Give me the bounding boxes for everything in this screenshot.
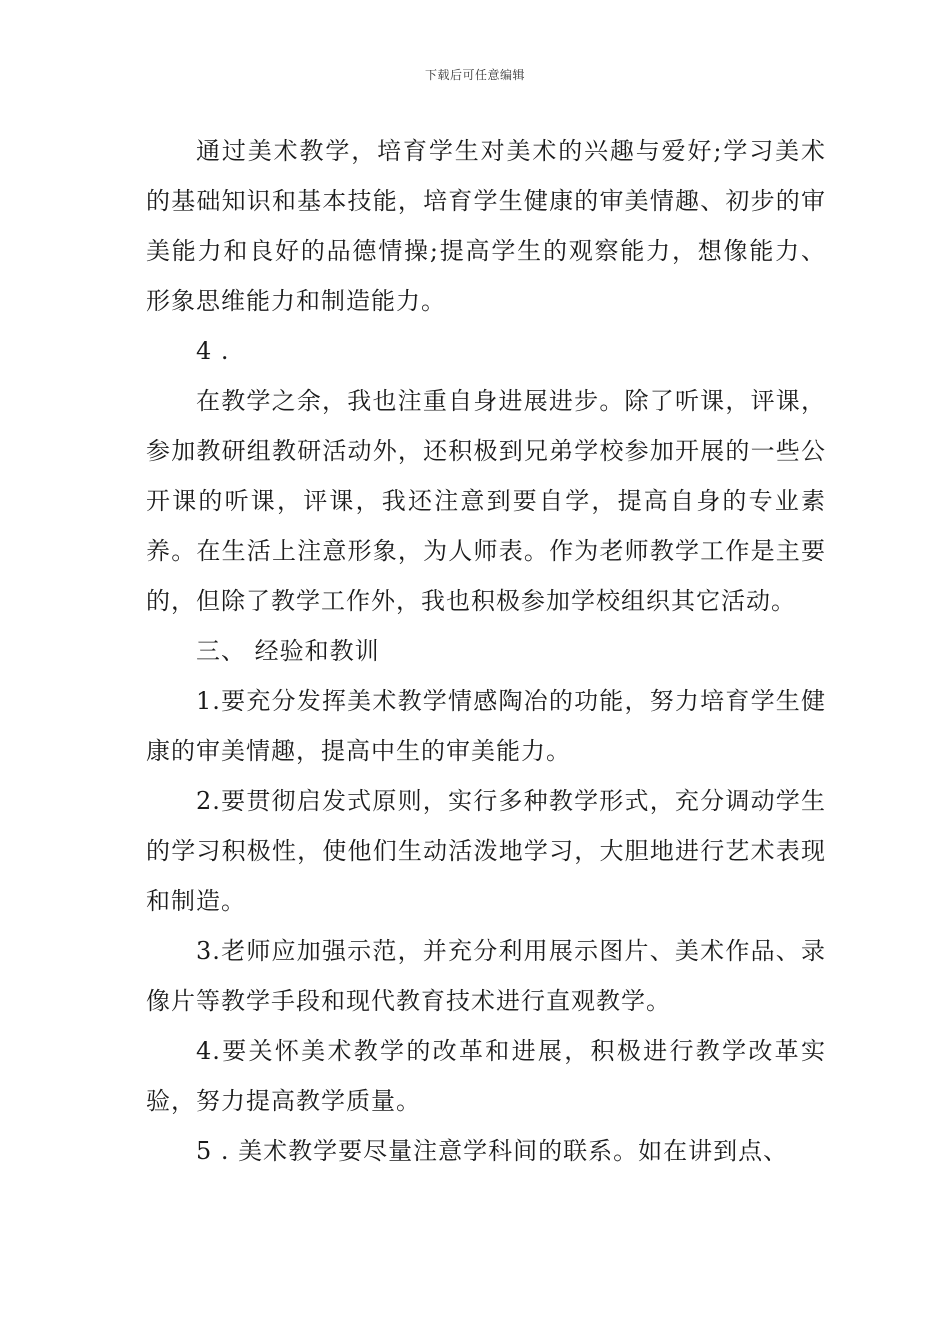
list-item-3: 3.老师应加强示范，并充分利用展示图片、美术作品、录像片等教学手段和现代教育技术进行直观教学。 bbox=[146, 937, 826, 1015]
paragraph-self-development: 在教学之余，我也注重自身进展进步。除了听课，评课，参加教研组教研活动外，还积极到兄弟学校参加开展的一些公开课的听课，评课，我还注意到要自学，提高自身的专业素养。在生活上注意形象，为人师表。作为老师教学工作是主要的，但除了教学工作外，我也积极参加学校组织其它活动。 bbox=[146, 387, 826, 615]
list-item-4: 4.要关怀美术教学的改革和进展，积极进行教学改革实验，努力提高教学质量。 bbox=[146, 1037, 826, 1115]
list-item-2: 2.要贯彻启发式原则，实行多种教学形式，充分调动学生的学习积极性，使他们生动活泼地学习，大胆地进行艺术表现和制造。 bbox=[146, 787, 826, 915]
section-heading-experience: 三、 经验和教训 bbox=[196, 637, 380, 665]
page-header: 下载后可任意编辑 bbox=[424, 68, 525, 82]
list-item-1: 1.要充分发挥美术教学情感陶冶的功能，努力培育学生健康的审美情趣，提高中生的审美能力。 bbox=[146, 687, 826, 765]
list-item-5: 5 . 美术教学要尽量注意学科间的联系。如在讲到点、 bbox=[196, 1137, 789, 1165]
paragraph-goals: 通过美术教学，培育学生对美术的兴趣与爱好;学习美术的基础知识和基本技能，培育学生健康的审美情趣、初步的审美能力和良好的品德情操;提高学生的观察能力，想像能力、形象思维能力和制造能力。 bbox=[146, 137, 826, 315]
paragraph-section-number: 4 . bbox=[196, 337, 230, 365]
document-body bbox=[146, 126, 826, 1176]
